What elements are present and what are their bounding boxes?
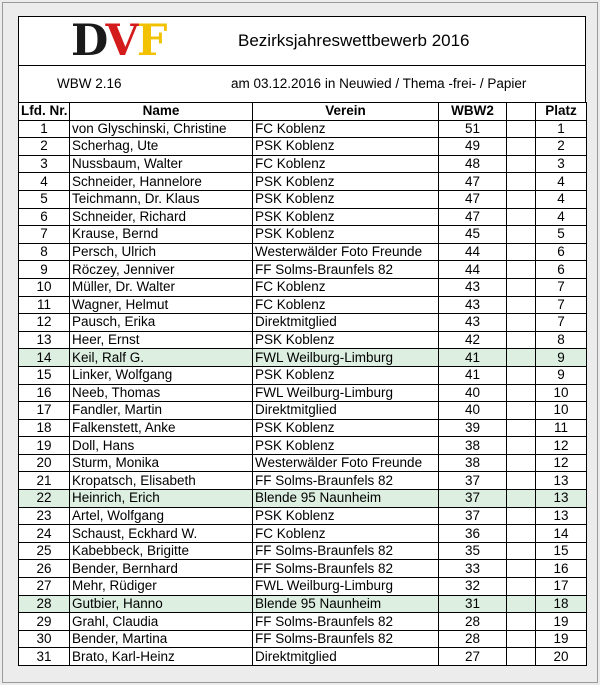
row-number: 13 <box>19 331 70 349</box>
wbw2-score: 44 <box>439 261 507 279</box>
empty-cell <box>507 226 536 244</box>
wbw2-score: 38 <box>439 454 507 472</box>
wbw2-score: 39 <box>439 419 507 437</box>
club-name: FC Koblenz <box>253 278 439 296</box>
club-name: PSK Koblenz <box>253 173 439 191</box>
wbw2-score: 44 <box>439 243 507 261</box>
page-title: Bezirksjahreswettbewerb 2016 <box>238 31 470 50</box>
column-header: Name <box>70 103 253 121</box>
table-row <box>19 560 587 578</box>
placement: 7 <box>536 314 587 332</box>
wbw2-score: 31 <box>439 595 507 613</box>
logo-letter: F <box>136 16 166 66</box>
competition-info: am 03.12.2016 in Neuwied / Thema -frei- / Papier <box>231 76 527 91</box>
table-row <box>19 278 587 296</box>
placement: 7 <box>536 296 587 314</box>
member-name: Neeb, Thomas <box>70 384 253 402</box>
table-row <box>19 454 587 472</box>
row-number: 12 <box>19 314 70 332</box>
column-header: Verein <box>253 103 439 121</box>
table-row <box>19 173 587 191</box>
placement: 4 <box>536 190 587 208</box>
wbw2-score: 43 <box>439 314 507 332</box>
member-name: Bender, Martina <box>70 630 253 648</box>
member-name: Keil, Ralf G. <box>70 349 253 367</box>
row-number: 16 <box>19 384 70 402</box>
empty-cell <box>507 243 536 261</box>
placement: 2 <box>536 138 587 156</box>
member-name: Wagner, Helmut <box>70 296 253 314</box>
club-name: FWL Weilburg-Limburg <box>253 578 439 596</box>
member-name: Pausch, Erika <box>70 314 253 332</box>
header-box <box>18 16 586 66</box>
placement: 6 <box>536 243 587 261</box>
table-row <box>19 243 587 261</box>
wbw2-score: 32 <box>439 578 507 596</box>
club-name: FC Koblenz <box>253 296 439 314</box>
empty-cell <box>507 490 536 508</box>
empty-cell <box>507 190 536 208</box>
table-row <box>19 155 587 173</box>
table-row <box>19 472 587 490</box>
logo-letter: V <box>105 16 137 66</box>
wbw2-score: 43 <box>439 296 507 314</box>
member-name: Kropatsch, Elisabeth <box>70 472 253 490</box>
row-number: 15 <box>19 366 70 384</box>
wbw2-score: 40 <box>439 384 507 402</box>
club-name: Westerwälder Foto Freunde <box>253 454 439 472</box>
placement: 4 <box>536 173 587 191</box>
wbw2-score: 36 <box>439 525 507 543</box>
wbw2-score: 41 <box>439 349 507 367</box>
placement: 15 <box>536 542 587 560</box>
placement: 4 <box>536 208 587 226</box>
placement: 11 <box>536 419 587 437</box>
empty-cell <box>507 384 536 402</box>
empty-cell <box>507 542 536 560</box>
table-row <box>19 613 587 631</box>
table-row <box>19 138 587 156</box>
table-row <box>19 120 587 138</box>
empty-cell <box>507 296 536 314</box>
row-number: 31 <box>19 648 70 666</box>
member-name: Mehr, Rüdiger <box>70 578 253 596</box>
member-name: Müller, Dr. Walter <box>70 278 253 296</box>
row-number: 23 <box>19 507 70 525</box>
placement: 19 <box>536 630 587 648</box>
club-name: FC Koblenz <box>253 155 439 173</box>
competition-code: WBW 2.16 <box>57 76 122 91</box>
empty-cell <box>507 261 536 279</box>
wbw2-score: 47 <box>439 208 507 226</box>
club-name: PSK Koblenz <box>253 507 439 525</box>
empty-cell <box>507 138 536 156</box>
empty-cell <box>507 331 536 349</box>
wbw2-score: 51 <box>439 120 507 138</box>
placement: 6 <box>536 261 587 279</box>
empty-cell <box>507 454 536 472</box>
row-number: 24 <box>19 525 70 543</box>
placement: 7 <box>536 278 587 296</box>
row-number: 5 <box>19 190 70 208</box>
row-number: 19 <box>19 437 70 455</box>
member-name: Heinrich, Erich <box>70 490 253 508</box>
placement: 3 <box>536 155 587 173</box>
club-name: FF Solms-Braunfels 82 <box>253 542 439 560</box>
row-number: 3 <box>19 155 70 173</box>
placement: 16 <box>536 560 587 578</box>
table-row <box>19 542 587 560</box>
table-row <box>19 261 587 279</box>
placement: 20 <box>536 648 587 666</box>
wbw2-score: 42 <box>439 331 507 349</box>
member-name: Sturm, Monika <box>70 454 253 472</box>
empty-cell <box>507 525 536 543</box>
wbw2-score: 43 <box>439 278 507 296</box>
table-row <box>19 366 587 384</box>
placement: 10 <box>536 402 587 420</box>
club-name: FF Solms-Braunfels 82 <box>253 613 439 631</box>
table-row <box>19 595 587 613</box>
table-row <box>19 190 587 208</box>
club-name: FC Koblenz <box>253 525 439 543</box>
club-name: PSK Koblenz <box>253 419 439 437</box>
empty-cell <box>507 578 536 596</box>
row-number: 1 <box>19 120 70 138</box>
row-number: 7 <box>19 226 70 244</box>
placement: 13 <box>536 472 587 490</box>
empty-cell <box>507 120 536 138</box>
table-row <box>19 384 587 402</box>
empty-cell <box>507 349 536 367</box>
wbw2-score: 35 <box>439 542 507 560</box>
wbw2-score: 28 <box>439 630 507 648</box>
placement: 9 <box>536 349 587 367</box>
wbw2-score: 49 <box>439 138 507 156</box>
empty-cell <box>507 648 536 666</box>
row-number: 30 <box>19 630 70 648</box>
club-name: Westerwälder Foto Freunde <box>253 243 439 261</box>
placement: 12 <box>536 437 587 455</box>
wbw2-score: 41 <box>439 366 507 384</box>
wbw2-score: 37 <box>439 507 507 525</box>
row-number: 10 <box>19 278 70 296</box>
wbw2-score: 47 <box>439 190 507 208</box>
club-name: Direktmitglied <box>253 402 439 420</box>
club-name: FF Solms-Braunfels 82 <box>253 560 439 578</box>
placement: 12 <box>536 454 587 472</box>
empty-cell <box>507 595 536 613</box>
placement: 1 <box>536 120 587 138</box>
row-number: 8 <box>19 243 70 261</box>
placement: 19 <box>536 613 587 631</box>
row-number: 20 <box>19 454 70 472</box>
member-name: Falkenstett, Anke <box>70 419 253 437</box>
club-name: FWL Weilburg-Limburg <box>253 384 439 402</box>
table-row <box>19 226 587 244</box>
row-number: 9 <box>19 261 70 279</box>
empty-cell <box>507 613 536 631</box>
empty-cell <box>507 437 536 455</box>
member-name: Heer, Ernst <box>70 331 253 349</box>
column-header: Lfd. Nr. <box>19 103 70 121</box>
member-name: Artel, Wolfgang <box>70 507 253 525</box>
empty-cell <box>507 402 536 420</box>
empty-cell <box>507 419 536 437</box>
table-row <box>19 402 587 420</box>
row-number: 17 <box>19 402 70 420</box>
placement: 5 <box>536 226 587 244</box>
empty-cell <box>507 155 536 173</box>
table-row <box>19 419 587 437</box>
table-row <box>19 507 587 525</box>
subheader <box>18 66 586 102</box>
row-number: 21 <box>19 472 70 490</box>
member-name: von Glyschinski, Christine <box>70 120 253 138</box>
wbw2-score: 27 <box>439 648 507 666</box>
table-row <box>19 349 587 367</box>
empty-cell <box>507 560 536 578</box>
member-name: Teichmann, Dr. Klaus <box>70 190 253 208</box>
row-number: 14 <box>19 349 70 367</box>
member-name: Schaust, Eckhard W. <box>70 525 253 543</box>
member-name: Fandler, Martin <box>70 402 253 420</box>
placement: 13 <box>536 490 587 508</box>
club-name: PSK Koblenz <box>253 138 439 156</box>
empty-cell <box>507 208 536 226</box>
wbw2-score: 48 <box>439 155 507 173</box>
table-row <box>19 490 587 508</box>
club-name: FWL Weilburg-Limburg <box>253 349 439 367</box>
column-header: WBW2 <box>439 103 507 121</box>
row-number: 2 <box>19 138 70 156</box>
column-header: Platz <box>536 103 587 121</box>
club-name: FF Solms-Braunfels 82 <box>253 630 439 648</box>
club-name: PSK Koblenz <box>253 208 439 226</box>
member-name: Brato, Karl-Heinz <box>70 648 253 666</box>
club-name: FF Solms-Braunfels 82 <box>253 472 439 490</box>
row-number: 26 <box>19 560 70 578</box>
placement: 8 <box>536 331 587 349</box>
member-name: Krause, Bernd <box>70 226 253 244</box>
placement: 14 <box>536 525 587 543</box>
table-row <box>19 314 587 332</box>
club-name: Blende 95 Naunheim <box>253 490 439 508</box>
table-row <box>19 578 587 596</box>
wbw2-score: 38 <box>439 437 507 455</box>
row-number: 6 <box>19 208 70 226</box>
club-name: Direktmitglied <box>253 648 439 666</box>
empty-cell <box>507 507 536 525</box>
table-row <box>19 208 587 226</box>
club-name: FC Koblenz <box>253 120 439 138</box>
empty-cell <box>507 472 536 490</box>
wbw2-score: 37 <box>439 472 507 490</box>
wbw2-score: 40 <box>439 402 507 420</box>
placement: 17 <box>536 578 587 596</box>
table-row <box>19 296 587 314</box>
club-name: FF Solms-Braunfels 82 <box>253 261 439 279</box>
club-name: Direktmitglied <box>253 314 439 332</box>
column-header <box>507 103 536 121</box>
member-name: Schneider, Richard <box>70 208 253 226</box>
results-table <box>18 102 587 666</box>
wbw2-score: 28 <box>439 613 507 631</box>
row-number: 28 <box>19 595 70 613</box>
club-name: PSK Koblenz <box>253 331 439 349</box>
empty-cell <box>507 630 536 648</box>
club-name: Blende 95 Naunheim <box>253 595 439 613</box>
wbw2-score: 47 <box>439 173 507 191</box>
member-name: Bender, Bernhard <box>70 560 253 578</box>
row-number: 11 <box>19 296 70 314</box>
empty-cell <box>507 278 536 296</box>
logo-letter: D <box>71 16 106 66</box>
placement: 10 <box>536 384 587 402</box>
member-name: Persch, Ulrich <box>70 243 253 261</box>
table-row <box>19 331 587 349</box>
empty-cell <box>507 366 536 384</box>
table-header-row <box>19 103 587 121</box>
empty-cell <box>507 314 536 332</box>
table-row <box>19 630 587 648</box>
wbw2-score: 45 <box>439 226 507 244</box>
dvf-logo <box>71 18 165 64</box>
placement: 9 <box>536 366 587 384</box>
member-name: Scherhag, Ute <box>70 138 253 156</box>
row-number: 18 <box>19 419 70 437</box>
wbw2-score: 33 <box>439 560 507 578</box>
table-row <box>19 525 587 543</box>
placement: 18 <box>536 595 587 613</box>
member-name: Doll, Hans <box>70 437 253 455</box>
empty-cell <box>507 173 536 191</box>
row-number: 22 <box>19 490 70 508</box>
club-name: PSK Koblenz <box>253 437 439 455</box>
member-name: Grahl, Claudia <box>70 613 253 631</box>
club-name: PSK Koblenz <box>253 366 439 384</box>
row-number: 4 <box>19 173 70 191</box>
placement: 13 <box>536 507 587 525</box>
member-name: Kabebbeck, Brigitte <box>70 542 253 560</box>
table-row <box>19 648 587 666</box>
row-number: 29 <box>19 613 70 631</box>
table-row <box>19 437 587 455</box>
member-name: Schneider, Hannelore <box>70 173 253 191</box>
member-name: Linker, Wolfgang <box>70 366 253 384</box>
row-number: 25 <box>19 542 70 560</box>
row-number: 27 <box>19 578 70 596</box>
member-name: Gutbier, Hanno <box>70 595 253 613</box>
club-name: PSK Koblenz <box>253 190 439 208</box>
member-name: Röczey, Jenniver <box>70 261 253 279</box>
wbw2-score: 37 <box>439 490 507 508</box>
club-name: PSK Koblenz <box>253 226 439 244</box>
member-name: Nussbaum, Walter <box>70 155 253 173</box>
